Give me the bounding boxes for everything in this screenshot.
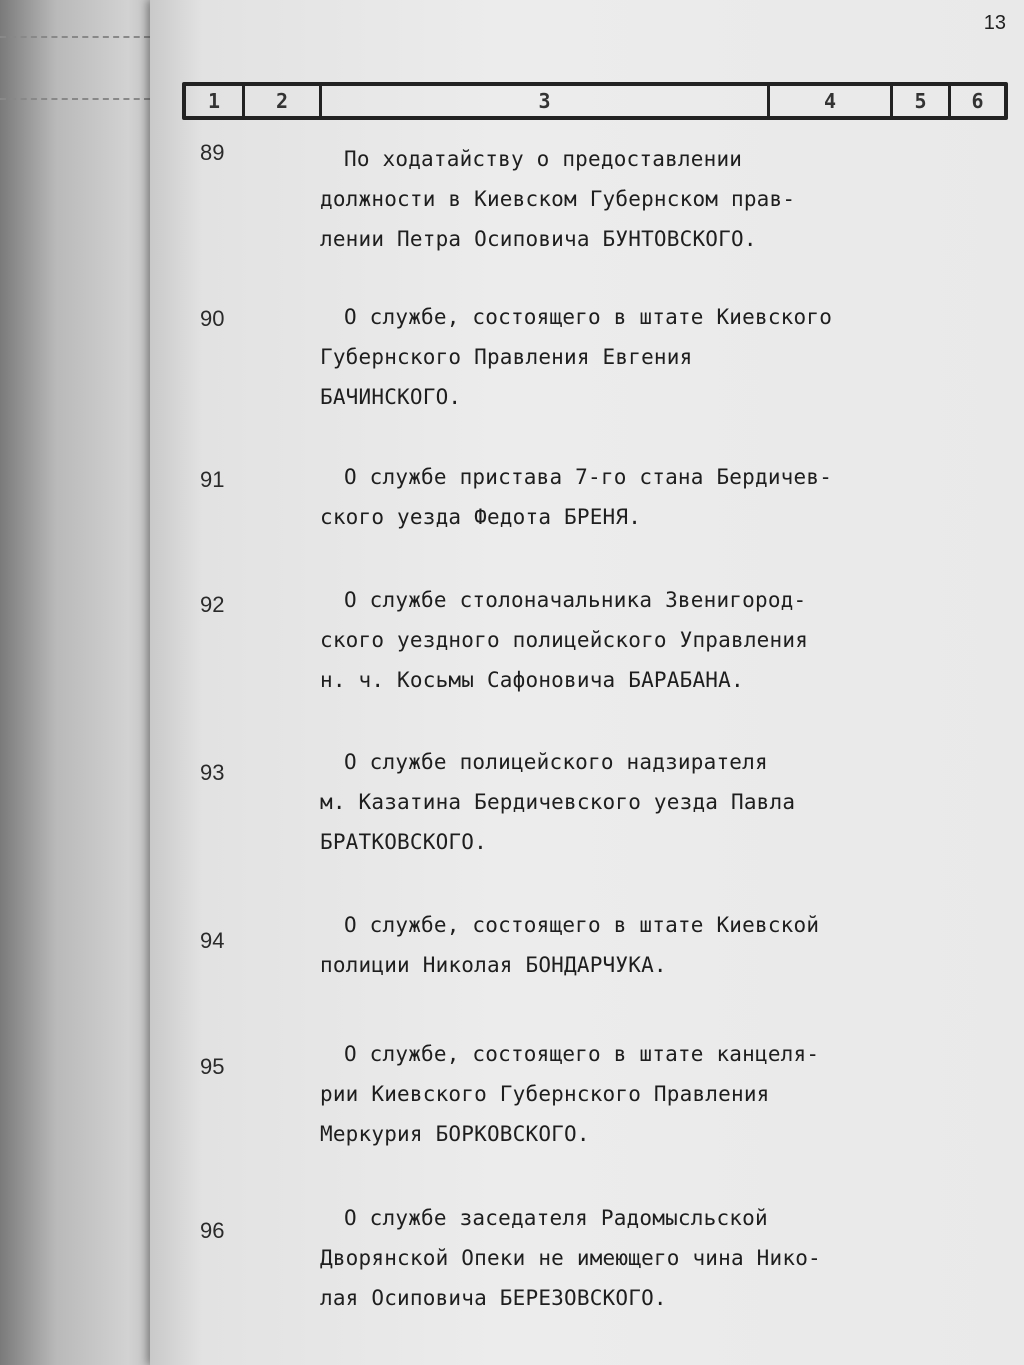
column-header-5: 5 xyxy=(914,89,927,113)
adjacent-page-header-strip xyxy=(0,36,150,100)
column-header-1: 1 xyxy=(207,89,221,113)
entry-line: ского уезда Федота БРЕНЯ. xyxy=(320,505,642,529)
page-number: 13 xyxy=(983,12,1006,34)
entry-text xyxy=(320,905,840,985)
entry-line: м. Казатина Бердичевского уезда Павла xyxy=(320,790,796,814)
column-header-6: 6 xyxy=(971,89,984,113)
entry-number: 95 xyxy=(200,1054,225,1079)
entry-number: 94 xyxy=(200,928,225,953)
entry-line: БРАТКОВСКОГО. xyxy=(320,830,487,854)
entry-line: О службе заседателя Радомысльской xyxy=(344,1206,768,1230)
entry-text xyxy=(320,457,840,537)
entry-text xyxy=(320,580,840,700)
entry-line: рии Киевского Губернского Правления xyxy=(320,1082,770,1106)
entry-line: О службе пристава 7-го стана Бердичев- xyxy=(344,465,833,489)
entry-text xyxy=(320,1198,840,1318)
column-header-table xyxy=(182,82,1008,120)
entry-line: лении Петра Осиповича БУНТОВСКОГО. xyxy=(320,227,757,251)
entry-line: По ходатайству о предоставлении xyxy=(344,147,743,171)
column-header-3: 3 xyxy=(538,89,551,113)
document-page xyxy=(150,0,1024,1365)
entry-line: Губернского Правления Евгения xyxy=(320,345,693,369)
entry-line: Дворянской Опеки не имеющего чина Нико- xyxy=(320,1246,821,1270)
column-header-2: 2 xyxy=(275,89,289,113)
entry-line: БАЧИНСКОГО. xyxy=(320,385,462,409)
entry-number: 93 xyxy=(200,760,225,785)
entry-line: должности в Киевском Губернском прав- xyxy=(320,187,796,211)
adjacent-page xyxy=(0,0,160,1365)
entry-number: 90 xyxy=(200,306,225,331)
entry-line: О службе, состоящего в штате канцеля- xyxy=(344,1042,820,1066)
entry-number: 91 xyxy=(200,467,225,492)
column-header-4: 4 xyxy=(823,89,837,113)
entry-number: 89 xyxy=(200,140,225,165)
entry-line: О службе столоначальника Звенигород- xyxy=(344,588,807,612)
entry-line: полиции Николая БОНДАРЧУКА. xyxy=(320,953,667,977)
entry-line: н. ч. Косьмы Сафоновича БАРАБАНА. xyxy=(320,668,744,692)
entry-line: лая Осиповича БЕРЕЗОВСКОГО. xyxy=(320,1286,667,1310)
entry-line: О службе полицейского надзирателя xyxy=(344,750,768,774)
entry-line: ского уездного полицейского Управления xyxy=(320,628,809,652)
entry-number: 92 xyxy=(200,592,225,617)
entry-text xyxy=(320,742,840,862)
entry-text xyxy=(320,297,840,417)
entry-line: О службе, состоящего в штате Киевского xyxy=(344,305,833,329)
entry-number: 96 xyxy=(200,1218,225,1243)
entry-line: Меркурия БОРКОВСКОГО. xyxy=(320,1122,590,1146)
entry-text xyxy=(320,1034,840,1154)
entry-text xyxy=(320,139,840,259)
entry-line: О службе, состоящего в штате Киевской xyxy=(344,913,820,937)
